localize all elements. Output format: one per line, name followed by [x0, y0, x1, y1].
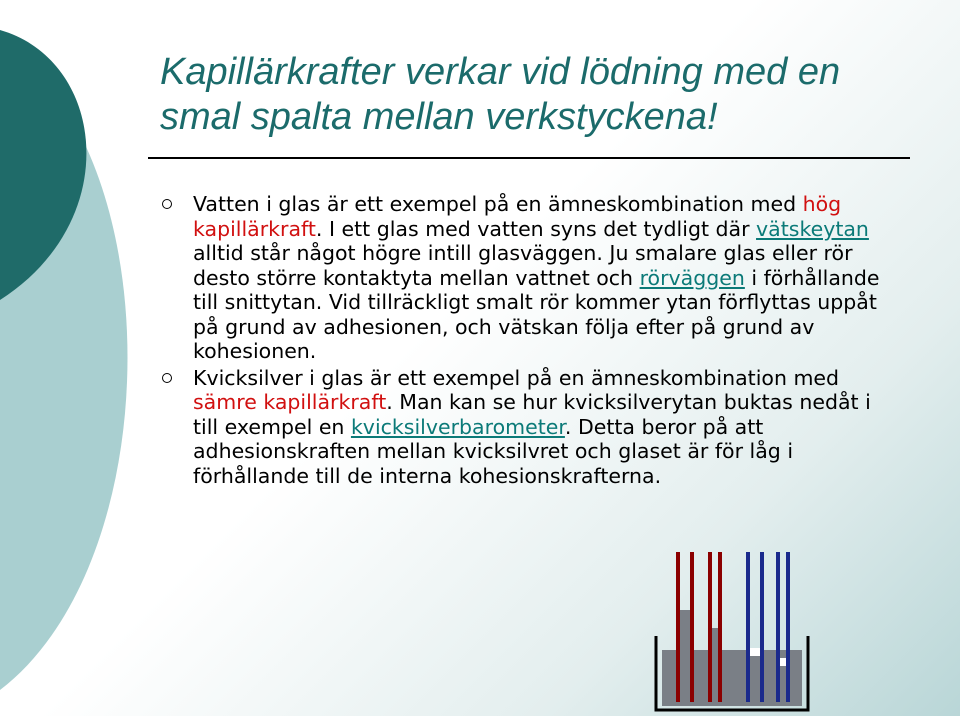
term-link[interactable]: rörväggen	[639, 265, 745, 290]
bullet-text: . Man kan se hur kvicksilverytan buktas nedåt i till exempel en	[193, 390, 871, 439]
bullet-text: Vatten i glas är ett exempel på en ämneskombination med	[193, 192, 803, 216]
bullet-text: alltid står något högre intill glasväggen. Ju smalare glas eller rör desto större kontaktyta mellan vattnet och	[193, 241, 853, 290]
bullet-list	[160, 192, 890, 490]
highlighted-term: sämre kapillärkraft	[193, 390, 387, 414]
mercury-gap	[750, 648, 760, 656]
highlighted-term: hög kapillärkraft	[193, 192, 842, 241]
capillary-tubes-illustration	[650, 550, 815, 712]
slide-title: Kapillärkrafter verkar vid lödning med en smal spalta mellan verkstyckena!	[160, 51, 841, 138]
bullet-text: . I ett glas med vatten syns det tydligt där	[315, 216, 757, 241]
bullet-item	[160, 366, 890, 489]
bullet-circle-icon	[162, 199, 172, 209]
mercury-gap	[780, 658, 786, 666]
decorative-side-shapes	[0, 0, 160, 716]
title-underline	[148, 157, 910, 159]
term-link[interactable]: kvicksilverbarometer	[350, 414, 565, 439]
bullet-text: i förhållande till snittytan. Vid tillräckligt smalt rör kommer ytan förflyttas uppåt på grund av adhesionen, och vätskan följa efter på grund av kohesionen.	[193, 265, 880, 363]
bullet-text: Kvicksilver i glas är ett exempel på en ämneskombination med	[193, 365, 840, 390]
term-link[interactable]: vätskeytan	[756, 216, 869, 241]
tube-liquid	[748, 658, 762, 702]
bullet-text: . Detta beror på att adhesionskraften mellan kvicksilvret och glaset är för låg i förhållande till de interna kohesionskrafterna.	[193, 414, 794, 488]
tube-liquid	[678, 610, 692, 702]
bullet-circle-icon	[162, 373, 172, 383]
bullet-item	[160, 192, 890, 364]
